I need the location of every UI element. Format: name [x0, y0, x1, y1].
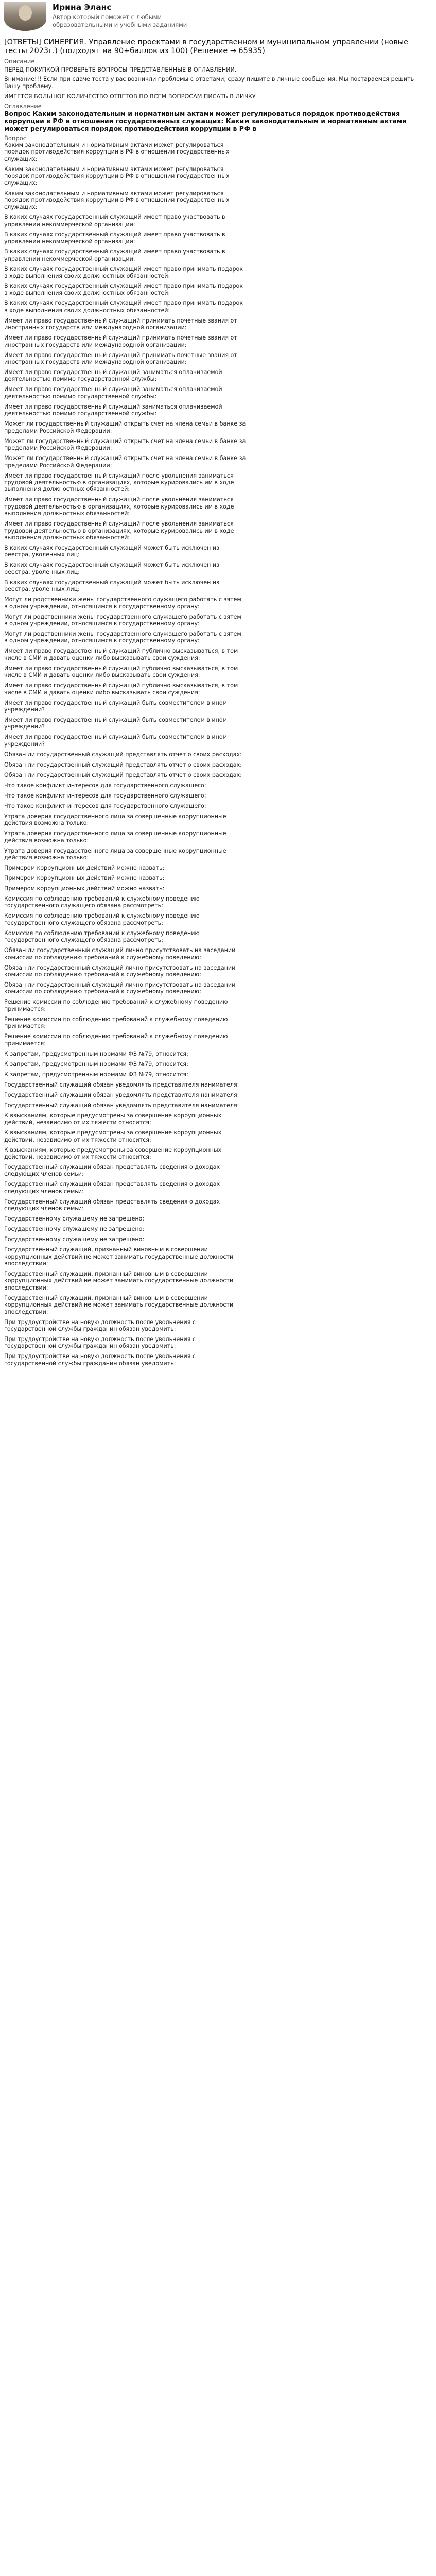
question-item: Комиссия по соблюдению требований к служебному поведению государственного служащего обязана рассмотреть:: [4, 929, 200, 944]
question-item: Может ли государственный служащий открыть счет на члена семьи в банке за пределами Российской Федерации:: [4, 420, 246, 434]
question-item: Каким законодательным и нормативным актами может регулироваться порядок противодействия коррупции в РФ в отношении государственных служащих:: [4, 141, 230, 162]
question-item: В каких случаях государственный служащий может быть исключен из реестра, уволенных лиц:: [4, 562, 219, 575]
question-item: Могут ли родственники жены государственного служащего работать с зятем в одном учреждении, относящимся к государственному органу:: [4, 596, 241, 610]
question-item: Примером коррупционных действий можно назвать:: [4, 865, 165, 872]
question-item: Комиссия по соблюдению требований к служебному поведению государственного служащего обязана рассмотреть:: [4, 895, 200, 909]
question-item: Государственный служащий обязан уведомлять представителя нанимателя:: [4, 1101, 239, 1109]
question-item: Обязан ли государственный служащий лично присутствовать на заседании комиссии по соблюдению требований к служебному поведению:: [4, 947, 236, 961]
description-line: Внимание!!! Если при сдаче теста у вас возникли проблемы с ответами, сразу пишите в личные сообщения. Мы постараемся решить Вашу проблему.: [4, 75, 414, 90]
question-item: Имеет ли право государственный служащий после увольнения заниматься трудовой деятельностью в организациях, которые курировались им в ходе выполнения должностных обязанностей:: [4, 496, 234, 517]
question-item: Имеет ли право государственный служащий публично высказываться, в том числе в СМИ и давать оценки либо высказывать свои суждения:: [4, 648, 238, 662]
question-item: Что такое конфликт интересов для государственного служащего:: [4, 782, 206, 789]
question-item: Государственный служащий, признанный виновным в совершении коррупционных действий не может занимать государственные должности впоследствии:: [4, 1294, 234, 1315]
author-name[interactable]: Ирина Эланс: [53, 3, 112, 12]
question-item: Решение комиссии по соблюдению требований к служебному поведению принимается:: [4, 1015, 228, 1030]
question-item: Государственному служащему не запрещено:: [4, 1215, 145, 1223]
question-item: Имеет ли право государственный служащий заниматься оплачиваемой деятельностью помимо государственной службы:: [4, 386, 222, 400]
question-label: Вопрос: [4, 134, 27, 142]
question-item: Обязан ли государственный служащий представлять отчет о своих расходах:: [4, 761, 242, 768]
question-item: Государственный служащий обязан представлять сведения о доходах следующих членов семьи:: [4, 1198, 220, 1212]
question-item: К запретам, предусмотренным нормами ФЗ №79, относится:: [4, 1071, 188, 1078]
question-item: Обязан ли государственный служащий лично присутствовать на заседании комиссии по соблюдению требований к служебному поведению:: [4, 964, 236, 978]
question-item: Имеет ли право государственный служащий после увольнения заниматься трудовой деятельностью в организациях, которые курировались им в ходе выполнения должностных обязанностей:: [4, 520, 234, 541]
question-item: Имеет ли право государственный служащий принимать почетные звания от иностранных государств или международной организации:: [4, 351, 237, 366]
question-item: Могут ли родственники жены государственного служащего работать с зятем в одном учреждении, относящимся к государственному органу:: [4, 630, 241, 645]
question-item: Решение комиссии по соблюдению требований к служебному поведению принимается:: [4, 998, 228, 1012]
question-item: Утрата доверия государственного лица за совершенные коррупционные действия возможна только:: [4, 830, 226, 844]
question-item: Решение комиссии по соблюдению требований к служебному поведению принимается:: [4, 1033, 228, 1047]
question-item: Что такое конфликт интересов для государственного служащего:: [4, 792, 206, 799]
description-label: Описание: [4, 58, 35, 65]
question-item: Обязан ли государственный служащий представлять отчет о своих расходах:: [4, 771, 242, 778]
question-item: Обязан ли государственный служащий представлять отчет о своих расходах:: [4, 751, 242, 758]
question-item: К взысканиям, которые предусмотрены за совершение коррупционных действий, независимо от их тяжести относится:: [4, 1129, 222, 1143]
question-item: В каких случаях государственный служащий имеет право принимать подарок в ходе выполнения своих должностных обязанностей:: [4, 300, 243, 314]
question-item: Могут ли родственники жены государственного служащего работать с зятем в одном учреждении, относящимся к государственному органу:: [4, 613, 241, 627]
author-info: [53, 2, 222, 28]
question-item: Имеет ли право государственный служащий принимать почетные звания от иностранных государств или международной организации:: [4, 334, 237, 348]
question-item: Утрата доверия государственного лица за совершенные коррупционные действия возможна только:: [4, 812, 226, 827]
author-header: [4, 0, 432, 35]
question-item: Что такое конфликт интересов для государственного служащего:: [4, 802, 206, 809]
page-title: [ОТВЕТЫ] СИНЕРГИЯ. Управление проектами в государственном и муниципальном управлении (новые тесты 2023г.) (подходят на 90+баллов из 100) (Решение → 65935): [4, 38, 409, 56]
question-item: В каких случаях государственный служащий имеет право участвовать в управлении некоммерческой организации:: [4, 214, 225, 228]
question-item: В каких случаях государственный служащий имеет право участвовать в управлении некоммерческой организации:: [4, 248, 225, 262]
question-item: Государственный служащий обязан уведомлять представителя нанимателя:: [4, 1091, 239, 1098]
question-item: Имеет ли право государственный служащий быть совместителем в ином учреждении?: [4, 699, 228, 714]
question-item: Государственному служащему не запрещено:: [4, 1226, 145, 1233]
question-item: При трудоустройстве на новую должность после увольнения с государственной службы гражданин обязан уведомить:: [4, 1335, 196, 1350]
toc-label: Оглавление: [4, 102, 42, 110]
question-item: Может ли государственный служащий открыть счет на члена семьи в банке за пределами Российской Федерации:: [4, 455, 246, 469]
question-item: Государственный служащий, признанный виновным в совершении коррупционных действий не может занимать государственные должности впоследствии:: [4, 1270, 234, 1291]
question-item: Каким законодательным и нормативным актами может регулироваться порядок противодействия коррупции в РФ в отношении государственных служащих:: [4, 165, 230, 187]
question-item: Имеет ли право государственный служащий заниматься оплачиваемой деятельностью помимо государственной службы:: [4, 403, 222, 417]
question-list: [4, 142, 432, 1367]
question-item: Имеет ли право государственный служащий публично высказываться, в том числе в СМИ и давать оценки либо высказывать свои суждения:: [4, 665, 238, 679]
question-item: При трудоустройстве на новую должность после увольнения с государственной службы гражданин обязан уведомить:: [4, 1318, 196, 1332]
author-description: Автор который поможет с любыми образовательными и учебными заданиями: [53, 13, 187, 28]
question-item: К взысканиям, которые предусмотрены за совершение коррупционных действий, независимо от их тяжести относится:: [4, 1112, 222, 1126]
question-item: Государственный служащий, признанный виновным в совершении коррупционных действий не может занимать государственные должности впоследствии:: [4, 1246, 234, 1267]
question-item: Имеет ли право государственный служащий принимать почетные звания от иностранных государств или международной организации:: [4, 317, 237, 331]
question-item: Комиссия по соблюдению требований к служебному поведению государственного служащего обязана рассмотреть:: [4, 912, 200, 926]
question-item: Имеет ли право государственный служащий быть совместителем в ином учреждении?: [4, 734, 228, 748]
question-item: В каких случаях государственный служащий может быть исключен из реестра, уволенных лиц:: [4, 579, 219, 593]
question-item: В каких случаях государственный служащий имеет право принимать подарок в ходе выполнения своих должностных обязанностей:: [4, 283, 243, 297]
question-item: К запретам, предусмотренным нормами ФЗ №79, относится:: [4, 1050, 188, 1057]
question-item: Может ли государственный служащий открыть счет на члена семьи в банке за пределами Российской Федерации:: [4, 437, 246, 452]
question-item: В каких случаях государственный служащий имеет право принимать подарок в ходе выполнения своих должностных обязанностей:: [4, 265, 243, 280]
toc-heading: Вопрос Каким законодательным и нормативным актами может регулироваться порядок противодействия коррупции в РФ в отношении государственных служащих: Каким законодательным и нормативным актами может регулироваться порядок противодействия коррупции в РФ в: [4, 109, 407, 133]
question-item: В каких случаях государственный служащий имеет право участвовать в управлении некоммерческой организации:: [4, 231, 225, 245]
question-item: К запретам, предусмотренным нормами ФЗ №79, относится:: [4, 1060, 188, 1067]
question-item: Государственный служащий обязан представлять сведения о доходах следующих членов семьи:: [4, 1163, 220, 1178]
question-item: Государственный служащий обязан уведомлять представителя нанимателя:: [4, 1081, 239, 1088]
description-line: ПЕРЕД ПОКУПКОЙ ПРОВЕРЬТЕ ВОПРОСЫ ПРЕДСТАВЛЕННЫЕ В ОГЛАВЛЕНИИ.: [4, 66, 237, 74]
author-avatar[interactable]: [4, 2, 46, 31]
question-item: Имеет ли право государственный служащий быть совместителем в ином учреждении?: [4, 717, 228, 731]
question-item: При трудоустройстве на новую должность после увольнения с государственной службы гражданин обязан уведомить:: [4, 1353, 196, 1367]
question-item: Утрата доверия государственного лица за совершенные коррупционные действия возможна только:: [4, 847, 226, 861]
question-item: Имеет ли право государственный служащий публично высказываться, в том числе в СМИ и давать оценки либо высказывать свои суждения:: [4, 682, 238, 696]
question-item: Обязан ли государственный служащий лично присутствовать на заседании комиссии по соблюдению требований к служебному поведению:: [4, 981, 236, 995]
question-item: Имеет ли право государственный служащий после увольнения заниматься трудовой деятельностью в организациях, которые курировались им в ходе выполнения должностных обязанностей:: [4, 472, 234, 493]
question-item: Государственному служащему не запрещено:: [4, 1236, 145, 1243]
question-item: Каким законодательным и нормативным актами может регулироваться порядок противодействия коррупции в РФ в отношении государственных служащих:: [4, 190, 230, 211]
question-item: Имеет ли право государственный служащий заниматься оплачиваемой деятельностью помимо государственной службы:: [4, 369, 222, 383]
question-item: Примером коррупционных действий можно назвать:: [4, 885, 165, 892]
question-item: Примером коррупционных действий можно назвать:: [4, 875, 165, 882]
question-item: Государственный служащий обязан представлять сведения о доходах следующих членов семьи:: [4, 1181, 220, 1195]
question-item: К взысканиям, которые предусмотрены за совершение коррупционных действий, независимо от их тяжести относится:: [4, 1146, 222, 1160]
question-item: В каких случаях государственный служащий может быть исключен из реестра, уволенных лиц:: [4, 544, 219, 558]
description-line: ИМЕЕТСЯ БОЛЬШОЕ КОЛИЧЕСТВО ОТВЕТОВ ПО ВСЕМ ВОПРОСАМ ПИСАТЬ В ЛИЧКУ: [4, 93, 256, 100]
